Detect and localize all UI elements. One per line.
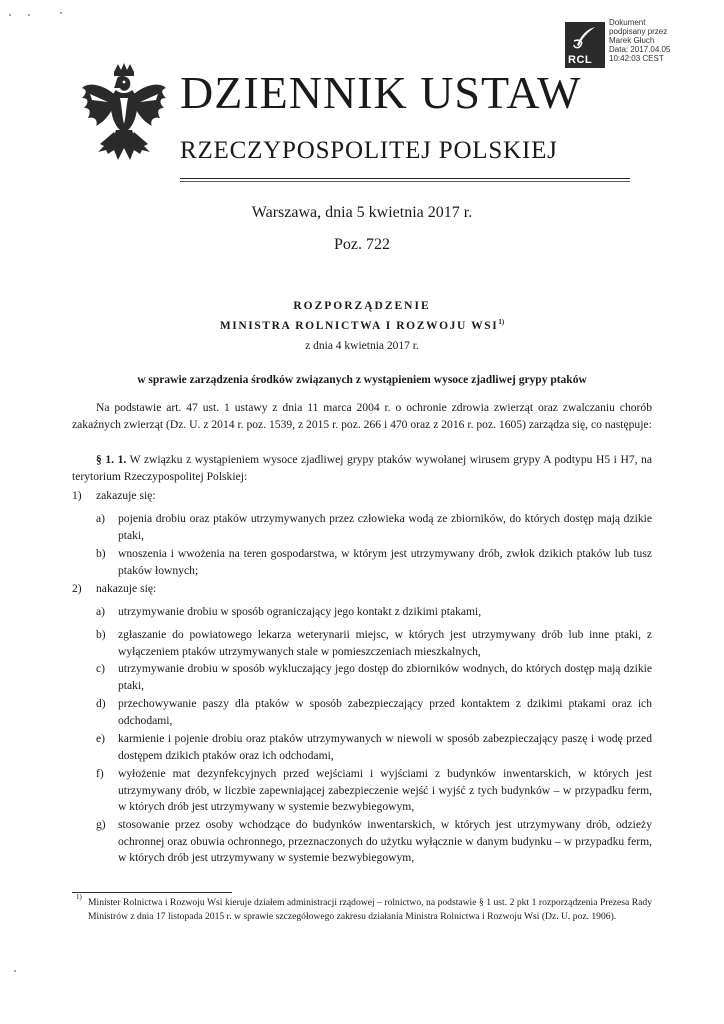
paragraph-lead: § 1. 1. (96, 453, 127, 466)
header-rule (180, 181, 630, 182)
item-text: przechowywanie paszy dla ptaków w sposób zabezpieczający przed kontaktem z dzikimi ptakami oraz ich odchodami, (118, 697, 652, 727)
act-date: z dnia 4 kwietnia 2017 r. (305, 340, 419, 352)
scan-speck (9, 14, 11, 16)
signature-stamp (565, 18, 675, 70)
footnote-rule (72, 892, 232, 893)
item-text: utrzymywanie drobiu w sposób wykluczający jego dostęp do zbiorników wodnych, do których dostęp mają dzikie ptaki, (118, 662, 652, 692)
item-text: pojenia drobiu oraz ptaków utrzymywanych przez człowieka wodą ze zbiorników, do których dostęp mają dzikie ptaki, (118, 512, 652, 542)
item-letter: a) (96, 512, 106, 525)
paragraph-1 (72, 452, 652, 485)
paragraph-text: W związku z wystąpieniem wysoce zjadliwej grypy ptaków wywołanej wirusem grypy A podtypu H5 i H7, na terytorium Rzeczypospolitej Polskiej: (72, 453, 652, 483)
item-letter: a) (96, 605, 106, 618)
item-letter: f) (96, 767, 104, 780)
item-letter: e) (96, 732, 106, 745)
publication-subtitle: RZECZYPOSPOLITEJ POLSKIEJ (180, 137, 558, 164)
stamp-text (609, 18, 670, 63)
stamp-line: 10:42:03 CEST (609, 54, 664, 63)
item-text: stosowanie przez osoby wchodzące do budynków inwentarskich, w których jest utrzymywany drób, odzieży ochronnej oraz obuwia ochronnego, przeznaczonych do użytku wyłącznie w danym budynku – w przypadku ferm, w których drób jest utrzymywany w systemie bezwybiegowym, (118, 818, 652, 864)
footnote-mark: 1) (76, 893, 82, 901)
item-text: wnoszenia i wwożenia na teren gospodarstwa, w którym jest utrzymywany drób, zwłok dzikich ptaków lub tusz ptaków łownych; (118, 547, 652, 577)
item-letter: b) (96, 547, 106, 560)
preamble: Na podstawie art. 47 ust. 1 ustawy z dnia 11 marca 2004 r. o ochronie zdrowia zwierząt oraz zwalczaniu chorób zakaźnych zwierząt (Dz. U. z 2014 r. poz. 1539, z 2015 r. poz. 266 i 470 oraz z 2016 r. poz. 1605) zarządza się, co następuje: (72, 401, 652, 431)
item-text: utrzymywanie drobiu w sposób ograniczający jego kontakt z dzikimi ptakami, (118, 605, 482, 618)
quill-icon (571, 25, 599, 51)
item-letter: g) (96, 818, 106, 831)
item-text: zgłaszanie do powiatowego lekarza weterynarii miejsc, w których jest utrzymywany drób lub inne ptaki, z wyłączeniem ptaków utrzymywanych stale w pomieszczeniach mieszkalnych, (118, 628, 652, 658)
point-number: 1) (72, 489, 82, 502)
scan-speck (28, 14, 30, 16)
act-issuer (0, 318, 724, 332)
rcl-logo-text: RCL (568, 54, 593, 66)
act-issuer-text: MINISTRA ROLNICTWA I ROZWOJU WSI (219, 319, 499, 332)
item-letter: c) (96, 662, 106, 675)
scan-speck (14, 970, 16, 972)
act-type: ROZPORZĄDZENIE (293, 300, 431, 312)
stamp-line: Data: 2017.04.05 (609, 45, 671, 54)
publication-title: DZIENNIK USTAW (180, 67, 582, 118)
point-number: 2) (72, 582, 82, 595)
point-text: zakazuje się: (96, 489, 156, 502)
item-letter: d) (96, 697, 106, 710)
footnote-ref: 1) (498, 318, 505, 326)
point-text: nakazuje się: (96, 582, 157, 595)
scan-speck (60, 12, 62, 14)
footnote-text: Minister Rolnictwa i Rozwoju Wsi kieruje działem administracji rządowej – rolnictwo, na podstawie § 1 ust. 2 pkt 1 rozporządzenia Prezesa Rady Ministrów z dnia 17 listopada 2015 r. w sprawie szczegółowego zakresu działania Ministra Rolnictwa i Rozwoju Wsi (Dz. U. poz. 1906). (88, 897, 652, 922)
polish-eagle-emblem (78, 62, 170, 174)
stamp-line: podpisany przez (609, 27, 668, 36)
stamp-line: Dokument (609, 18, 646, 27)
item-letter: b) (96, 628, 106, 641)
position-number: Poz. 722 (334, 236, 390, 253)
item-text: karmienie i pojenie drobiu oraz ptaków utrzymywanych w niewoli w sposób zabezpieczający paszę i wodę przed dostępem dzikich ptaków oraz ich odchodami, (118, 732, 652, 762)
issue-date: Warszawa, dnia 5 kwietnia 2017 r. (251, 204, 473, 221)
rcl-logo (565, 22, 605, 68)
item-text: wyłożenie mat dezynfekcyjnych przed wejściami i wyjściami z budynków inwentarskich, w których jest utrzymywany drób, w liczbie zapewniającej zabezpieczenie wejść i wyjść z tych budynków – w przypadku ferm, w których drób jest utrzymywany w systemie bezwybiegowym, (118, 767, 652, 813)
act-subject: w sprawie zarządzenia środków związanych z wystąpieniem wysoce zjadliwej grypy ptaków (137, 374, 587, 386)
stamp-line: Marek Głuch (609, 36, 655, 45)
header-rule (180, 178, 630, 179)
